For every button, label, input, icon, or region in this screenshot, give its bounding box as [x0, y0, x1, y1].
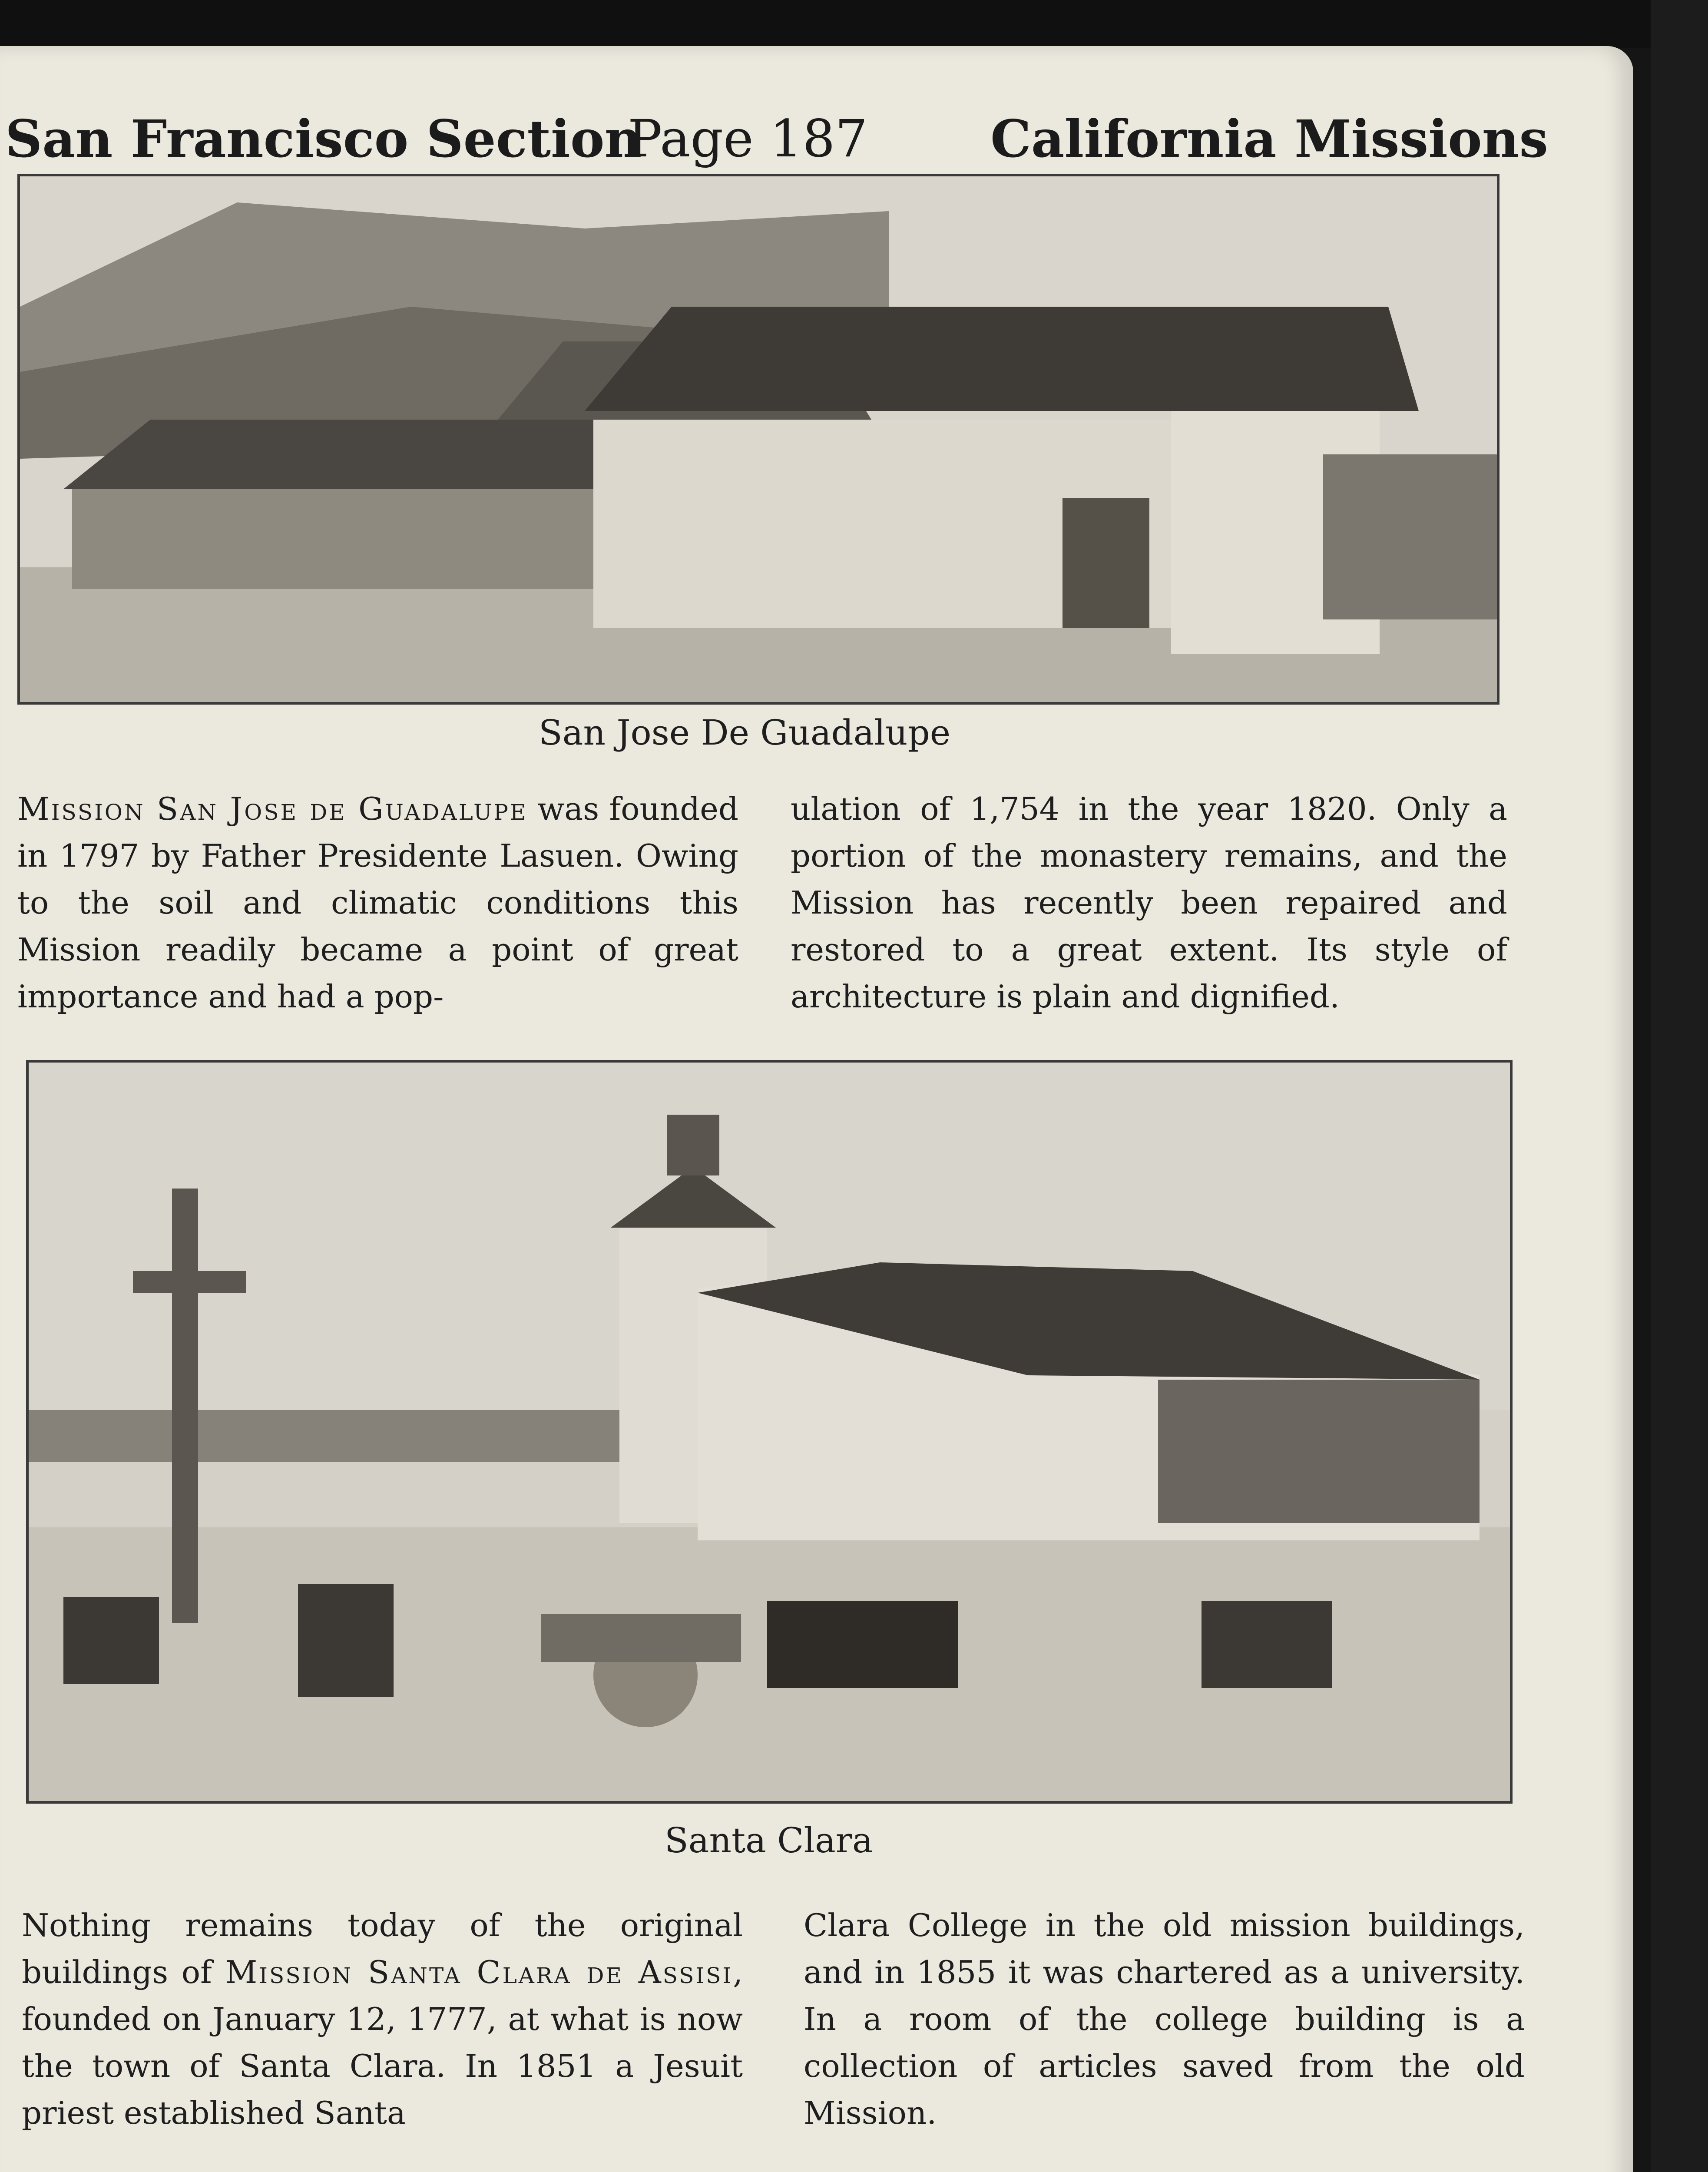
text-san-jose-left: was founded in 1797 by Father Presidente Lasuen. Owing to the soil and climatic conditions this Mission readily became a point of great importance and had a pop-: [17, 791, 738, 1015]
photo-santa-clara-mission: [26, 1060, 1513, 1804]
lead-san-jose: Mission San Jose de Guadalupe: [17, 791, 528, 827]
running-header-title: California Missions: [990, 109, 1548, 169]
lead-santa-clara: Mission Santa Clara de Assisi: [225, 1954, 733, 1990]
paragraph-san-jose-left: [17, 785, 738, 1020]
book-edge-top: [0, 0, 1708, 48]
book-edge-right: [1651, 0, 1708, 2172]
text-santa-clara-pre: Nothing remains today of the original buildings of: [22, 1907, 743, 1990]
paragraph-san-jose-right: ulation of 1,754 in the year 1820. Only a portion of the monastery remains, and the Mission has recently been repaired and restored to a great extent. Its style of architecture is plain and dignified.: [791, 791, 1507, 1015]
caption-san-jose: San Jose De Guadalupe: [539, 712, 951, 753]
paragraph-santa-clara-left: [22, 1902, 743, 2136]
text-santa-clara-left: , founded on January 12, 1777, at what is now the town of Santa Clara. In 1851 a Jesuit priest established Santa: [22, 1954, 743, 2131]
caption-santa-clara: Santa Clara: [665, 1820, 873, 1861]
running-header-section: San Francisco Section: [5, 109, 642, 169]
running-header-page-number: Page 187: [628, 109, 868, 169]
photo-san-jose-mission: [17, 174, 1499, 705]
paragraph-santa-clara-right: Clara College in the old mission buildings, and in 1855 it was chartered as a university. In a room of the college building is a collection of articles saved from the old Mission.: [804, 1907, 1525, 2131]
